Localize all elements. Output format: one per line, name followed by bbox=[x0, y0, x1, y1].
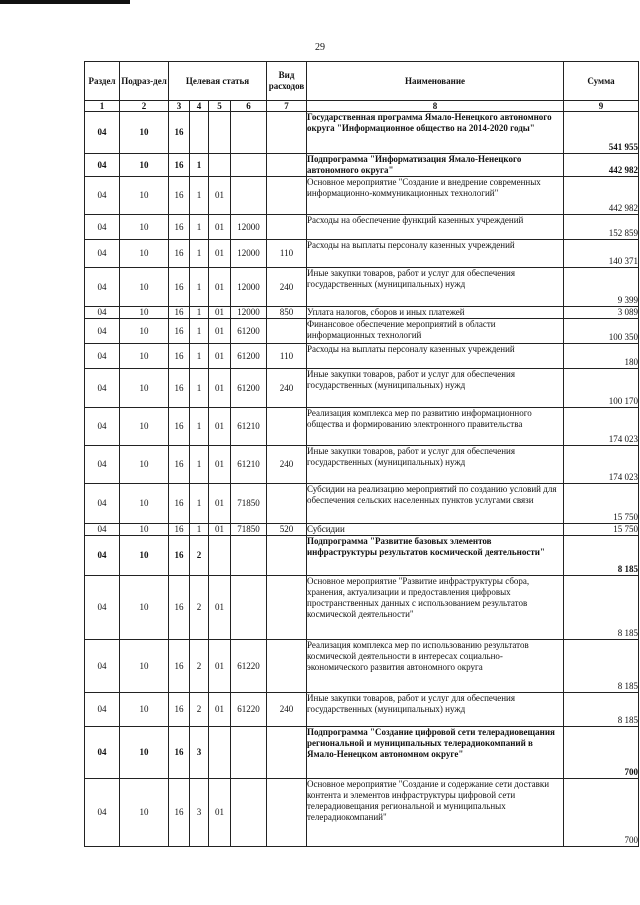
cell-vid-rashodov bbox=[267, 576, 307, 640]
cell-activity-code: 01 bbox=[209, 268, 231, 307]
cell-summa: 100 170 bbox=[564, 369, 639, 408]
cell-subprogram-code: 3 bbox=[190, 727, 209, 779]
table-row bbox=[85, 154, 639, 177]
cell-activity-code: 01 bbox=[209, 524, 231, 536]
column-number-row bbox=[85, 101, 639, 112]
cell-naimenovanie: Расходы на выплаты персоналу казенных учреждений bbox=[307, 240, 564, 268]
cell-activity-code: 01 bbox=[209, 779, 231, 847]
cell-naimenovanie: Финансовое обеспечение мероприятий в области информационных технологий bbox=[307, 319, 564, 344]
cell-podrazdel: 10 bbox=[120, 307, 169, 319]
cell-razdel: 04 bbox=[85, 727, 120, 779]
cell-razdel: 04 bbox=[85, 779, 120, 847]
cell-program-code: 16 bbox=[169, 536, 190, 576]
cell-podrazdel: 10 bbox=[120, 536, 169, 576]
cell-naimenovanie: Государственная программа Ямало-Ненецкого автономного округа "Информационное общество на 2014-2020 годы" bbox=[307, 112, 564, 154]
cell-subprogram-code: 1 bbox=[190, 240, 209, 268]
cell-direction-code: 61200 bbox=[231, 319, 267, 344]
cell-razdel: 04 bbox=[85, 369, 120, 408]
cell-podrazdel: 10 bbox=[120, 369, 169, 408]
cell-subprogram-code bbox=[190, 112, 209, 154]
table-row bbox=[85, 484, 639, 524]
table-row bbox=[85, 779, 639, 847]
cell-subprogram-code: 1 bbox=[190, 319, 209, 344]
column-number: 7 bbox=[267, 101, 307, 112]
cell-direction-code bbox=[231, 779, 267, 847]
cell-vid-rashodov bbox=[267, 215, 307, 240]
cell-vid-rashodov bbox=[267, 408, 307, 446]
table-row bbox=[85, 344, 639, 369]
cell-podrazdel: 10 bbox=[120, 640, 169, 693]
cell-activity-code bbox=[209, 154, 231, 177]
cell-direction-code: 12000 bbox=[231, 307, 267, 319]
cell-program-code: 16 bbox=[169, 112, 190, 154]
column-number: 6 bbox=[231, 101, 267, 112]
table-row bbox=[85, 576, 639, 640]
cell-direction-code bbox=[231, 727, 267, 779]
cell-subprogram-code: 1 bbox=[190, 177, 209, 215]
cell-summa: 442 982 bbox=[564, 154, 639, 177]
cell-razdel: 04 bbox=[85, 693, 120, 727]
cell-direction-code: 12000 bbox=[231, 268, 267, 307]
cell-vid-rashodov: 520 bbox=[267, 524, 307, 536]
header-celevaya-statya: Целевая статья bbox=[169, 62, 267, 101]
cell-razdel: 04 bbox=[85, 524, 120, 536]
cell-summa: 3 089 bbox=[564, 307, 639, 319]
cell-activity-code: 01 bbox=[209, 446, 231, 484]
cell-subprogram-code: 2 bbox=[190, 693, 209, 727]
cell-direction-code: 71850 bbox=[231, 484, 267, 524]
cell-naimenovanie: Субсидии bbox=[307, 524, 564, 536]
cell-program-code: 16 bbox=[169, 727, 190, 779]
cell-podrazdel: 10 bbox=[120, 154, 169, 177]
cell-razdel: 04 bbox=[85, 215, 120, 240]
cell-naimenovanie: Основное мероприятие "Создание и внедрение современных информационно-коммуникационных технологий" bbox=[307, 177, 564, 215]
cell-naimenovanie: Расходы на обеспечение функций казенных учреждений bbox=[307, 215, 564, 240]
cell-activity-code bbox=[209, 536, 231, 576]
cell-direction-code: 61220 bbox=[231, 693, 267, 727]
header-razdel: Раздел bbox=[85, 62, 120, 101]
cell-vid-rashodov bbox=[267, 154, 307, 177]
table-row bbox=[85, 240, 639, 268]
cell-razdel: 04 bbox=[85, 268, 120, 307]
cell-activity-code: 01 bbox=[209, 408, 231, 446]
cell-vid-rashodov bbox=[267, 484, 307, 524]
header-podrazdel: Подраз-дел bbox=[120, 62, 169, 101]
cell-subprogram-code: 2 bbox=[190, 576, 209, 640]
cell-program-code: 16 bbox=[169, 177, 190, 215]
cell-program-code: 16 bbox=[169, 154, 190, 177]
cell-program-code: 16 bbox=[169, 524, 190, 536]
cell-podrazdel: 10 bbox=[120, 446, 169, 484]
cell-subprogram-code: 1 bbox=[190, 408, 209, 446]
table-row bbox=[85, 693, 639, 727]
cell-podrazdel: 10 bbox=[120, 693, 169, 727]
cell-direction-code bbox=[231, 576, 267, 640]
cell-summa: 442 982 bbox=[564, 177, 639, 215]
cell-subprogram-code: 1 bbox=[190, 268, 209, 307]
table-row bbox=[85, 640, 639, 693]
cell-subprogram-code: 1 bbox=[190, 307, 209, 319]
cell-direction-code: 71850 bbox=[231, 524, 267, 536]
cell-program-code: 16 bbox=[169, 484, 190, 524]
cell-program-code: 16 bbox=[169, 268, 190, 307]
cell-naimenovanie: Иные закупки товаров, работ и услуг для обеспечения государственных (муниципальных) нужд bbox=[307, 693, 564, 727]
cell-subprogram-code: 1 bbox=[190, 446, 209, 484]
budget-table bbox=[84, 61, 639, 847]
top-corner-mark bbox=[0, 0, 130, 4]
cell-naimenovanie: Основное мероприятие "Создание и содержание сети доставки контента и элементов инфраструктуры цифровой сети телерадиовещания региональной и муниципальных телерадиокомпаний" bbox=[307, 779, 564, 847]
cell-razdel: 04 bbox=[85, 446, 120, 484]
table-row bbox=[85, 112, 639, 154]
column-number: 8 bbox=[307, 101, 564, 112]
cell-summa: 9 399 bbox=[564, 268, 639, 307]
cell-naimenovanie: Расходы на выплаты персоналу казенных учреждений bbox=[307, 344, 564, 369]
cell-podrazdel: 10 bbox=[120, 319, 169, 344]
cell-summa: 100 350 bbox=[564, 319, 639, 344]
cell-program-code: 16 bbox=[169, 640, 190, 693]
cell-activity-code: 01 bbox=[209, 307, 231, 319]
cell-naimenovanie: Реализация комплекса мер по использованию результатов космической деятельности в интересах социально-экономического развития автономного округа bbox=[307, 640, 564, 693]
cell-subprogram-code: 1 bbox=[190, 369, 209, 408]
table-row bbox=[85, 408, 639, 446]
cell-direction-code: 61220 bbox=[231, 640, 267, 693]
cell-razdel: 04 bbox=[85, 536, 120, 576]
cell-razdel: 04 bbox=[85, 344, 120, 369]
cell-program-code: 16 bbox=[169, 240, 190, 268]
cell-subprogram-code: 1 bbox=[190, 524, 209, 536]
cell-subprogram-code: 2 bbox=[190, 536, 209, 576]
table-row bbox=[85, 536, 639, 576]
cell-activity-code: 01 bbox=[209, 319, 231, 344]
cell-podrazdel: 10 bbox=[120, 240, 169, 268]
cell-naimenovanie: Подпрограмма "Создание цифровой сети телерадиовещания региональной и муниципальных телерадиокомпаний в Ямало-Ненецком автономном округе" bbox=[307, 727, 564, 779]
cell-direction-code bbox=[231, 154, 267, 177]
cell-summa: 8 185 bbox=[564, 640, 639, 693]
cell-vid-rashodov: 850 bbox=[267, 307, 307, 319]
cell-naimenovanie: Иные закупки товаров, работ и услуг для обеспечения государственных (муниципальных) нужд bbox=[307, 268, 564, 307]
header-vid-rashodov: Вид расходов bbox=[267, 62, 307, 101]
cell-razdel: 04 bbox=[85, 307, 120, 319]
cell-direction-code bbox=[231, 112, 267, 154]
cell-naimenovanie: Иные закупки товаров, работ и услуг для обеспечения государственных (муниципальных) нужд bbox=[307, 369, 564, 408]
cell-subprogram-code: 1 bbox=[190, 215, 209, 240]
cell-direction-code: 61210 bbox=[231, 408, 267, 446]
cell-summa: 152 859 bbox=[564, 215, 639, 240]
header-naimenovanie: Наименование bbox=[307, 62, 564, 101]
cell-vid-rashodov bbox=[267, 112, 307, 154]
cell-podrazdel: 10 bbox=[120, 344, 169, 369]
cell-podrazdel: 10 bbox=[120, 524, 169, 536]
cell-naimenovanie: Подпрограмма "Развитие базовых элементов инфраструктуры результатов космической деятельности" bbox=[307, 536, 564, 576]
cell-summa: 700 bbox=[564, 727, 639, 779]
cell-program-code: 16 bbox=[169, 344, 190, 369]
table-row bbox=[85, 524, 639, 536]
cell-podrazdel: 10 bbox=[120, 268, 169, 307]
cell-podrazdel: 10 bbox=[120, 576, 169, 640]
cell-activity-code bbox=[209, 112, 231, 154]
cell-summa: 8 185 bbox=[564, 536, 639, 576]
cell-subprogram-code: 1 bbox=[190, 154, 209, 177]
column-number: 9 bbox=[564, 101, 639, 112]
cell-activity-code: 01 bbox=[209, 576, 231, 640]
cell-activity-code: 01 bbox=[209, 693, 231, 727]
cell-razdel: 04 bbox=[85, 112, 120, 154]
cell-summa: 8 185 bbox=[564, 576, 639, 640]
table-row bbox=[85, 319, 639, 344]
cell-summa: 700 bbox=[564, 779, 639, 847]
column-number: 1 bbox=[85, 101, 120, 112]
cell-vid-rashodov: 240 bbox=[267, 693, 307, 727]
cell-direction-code bbox=[231, 536, 267, 576]
cell-vid-rashodov bbox=[267, 177, 307, 215]
cell-podrazdel: 10 bbox=[120, 727, 169, 779]
cell-direction-code: 61210 bbox=[231, 446, 267, 484]
cell-summa: 140 371 bbox=[564, 240, 639, 268]
cell-naimenovanie: Реализация комплекса мер по развитию информационного общества и формированию электронного правительства bbox=[307, 408, 564, 446]
cell-program-code: 16 bbox=[169, 215, 190, 240]
page-number: 29 bbox=[315, 42, 325, 53]
cell-activity-code: 01 bbox=[209, 369, 231, 408]
cell-podrazdel: 10 bbox=[120, 112, 169, 154]
cell-naimenovanie: Субсидии на реализацию мероприятий по созданию условий для обеспечения сельских населенных пунктов услугами связи bbox=[307, 484, 564, 524]
cell-vid-rashodov: 110 bbox=[267, 344, 307, 369]
cell-program-code: 16 bbox=[169, 576, 190, 640]
cell-podrazdel: 10 bbox=[120, 408, 169, 446]
cell-subprogram-code: 1 bbox=[190, 484, 209, 524]
cell-program-code: 16 bbox=[169, 319, 190, 344]
cell-activity-code: 01 bbox=[209, 640, 231, 693]
cell-razdel: 04 bbox=[85, 319, 120, 344]
table-row bbox=[85, 307, 639, 319]
cell-podrazdel: 10 bbox=[120, 215, 169, 240]
table-body bbox=[85, 112, 639, 847]
cell-razdel: 04 bbox=[85, 640, 120, 693]
column-number: 3 bbox=[169, 101, 190, 112]
table-row bbox=[85, 177, 639, 215]
cell-program-code: 16 bbox=[169, 446, 190, 484]
cell-program-code: 16 bbox=[169, 693, 190, 727]
cell-razdel: 04 bbox=[85, 154, 120, 177]
cell-podrazdel: 10 bbox=[120, 484, 169, 524]
cell-activity-code bbox=[209, 727, 231, 779]
cell-summa: 15 750 bbox=[564, 484, 639, 524]
cell-vid-rashodov bbox=[267, 640, 307, 693]
cell-subprogram-code: 2 bbox=[190, 640, 209, 693]
cell-summa: 174 023 bbox=[564, 446, 639, 484]
cell-vid-rashodov: 240 bbox=[267, 369, 307, 408]
cell-razdel: 04 bbox=[85, 576, 120, 640]
cell-vid-rashodov: 110 bbox=[267, 240, 307, 268]
cell-naimenovanie: Подпрограмма "Информатизация Ямало-Ненецкого автономного округа" bbox=[307, 154, 564, 177]
cell-direction-code bbox=[231, 177, 267, 215]
cell-summa: 180 bbox=[564, 344, 639, 369]
cell-summa: 15 750 bbox=[564, 524, 639, 536]
cell-activity-code: 01 bbox=[209, 344, 231, 369]
cell-summa: 8 185 bbox=[564, 693, 639, 727]
cell-vid-rashodov bbox=[267, 779, 307, 847]
cell-direction-code: 61200 bbox=[231, 369, 267, 408]
cell-vid-rashodov bbox=[267, 319, 307, 344]
cell-naimenovanie: Уплата налогов, сборов и иных платежей bbox=[307, 307, 564, 319]
header-summa: Сумма bbox=[564, 62, 639, 101]
table-row bbox=[85, 268, 639, 307]
cell-activity-code: 01 bbox=[209, 484, 231, 524]
cell-activity-code: 01 bbox=[209, 240, 231, 268]
table-row bbox=[85, 727, 639, 779]
cell-vid-rashodov bbox=[267, 727, 307, 779]
cell-program-code: 16 bbox=[169, 307, 190, 319]
table-row bbox=[85, 369, 639, 408]
column-number: 5 bbox=[209, 101, 231, 112]
cell-activity-code: 01 bbox=[209, 215, 231, 240]
table-row bbox=[85, 215, 639, 240]
cell-direction-code: 12000 bbox=[231, 215, 267, 240]
cell-podrazdel: 10 bbox=[120, 779, 169, 847]
cell-vid-rashodov: 240 bbox=[267, 268, 307, 307]
cell-razdel: 04 bbox=[85, 177, 120, 215]
cell-razdel: 04 bbox=[85, 408, 120, 446]
cell-podrazdel: 10 bbox=[120, 177, 169, 215]
cell-subprogram-code: 1 bbox=[190, 344, 209, 369]
cell-direction-code: 61200 bbox=[231, 344, 267, 369]
cell-program-code: 16 bbox=[169, 408, 190, 446]
cell-activity-code: 01 bbox=[209, 177, 231, 215]
cell-summa: 174 023 bbox=[564, 408, 639, 446]
cell-naimenovanie: Основное мероприятие "Развитие инфраструктуры сбора, хранения, актуализации и предоставления цифровых пространственных данных с использованием результатов космической деятельности" bbox=[307, 576, 564, 640]
column-number: 4 bbox=[190, 101, 209, 112]
cell-program-code: 16 bbox=[169, 369, 190, 408]
cell-subprogram-code: 3 bbox=[190, 779, 209, 847]
header-row bbox=[85, 62, 639, 101]
cell-vid-rashodov: 240 bbox=[267, 446, 307, 484]
cell-direction-code: 12000 bbox=[231, 240, 267, 268]
table-row bbox=[85, 446, 639, 484]
cell-razdel: 04 bbox=[85, 240, 120, 268]
column-number: 2 bbox=[120, 101, 169, 112]
cell-razdel: 04 bbox=[85, 484, 120, 524]
cell-program-code: 16 bbox=[169, 779, 190, 847]
cell-naimenovanie: Иные закупки товаров, работ и услуг для обеспечения государственных (муниципальных) нужд bbox=[307, 446, 564, 484]
cell-summa: 541 955 bbox=[564, 112, 639, 154]
cell-vid-rashodov bbox=[267, 536, 307, 576]
